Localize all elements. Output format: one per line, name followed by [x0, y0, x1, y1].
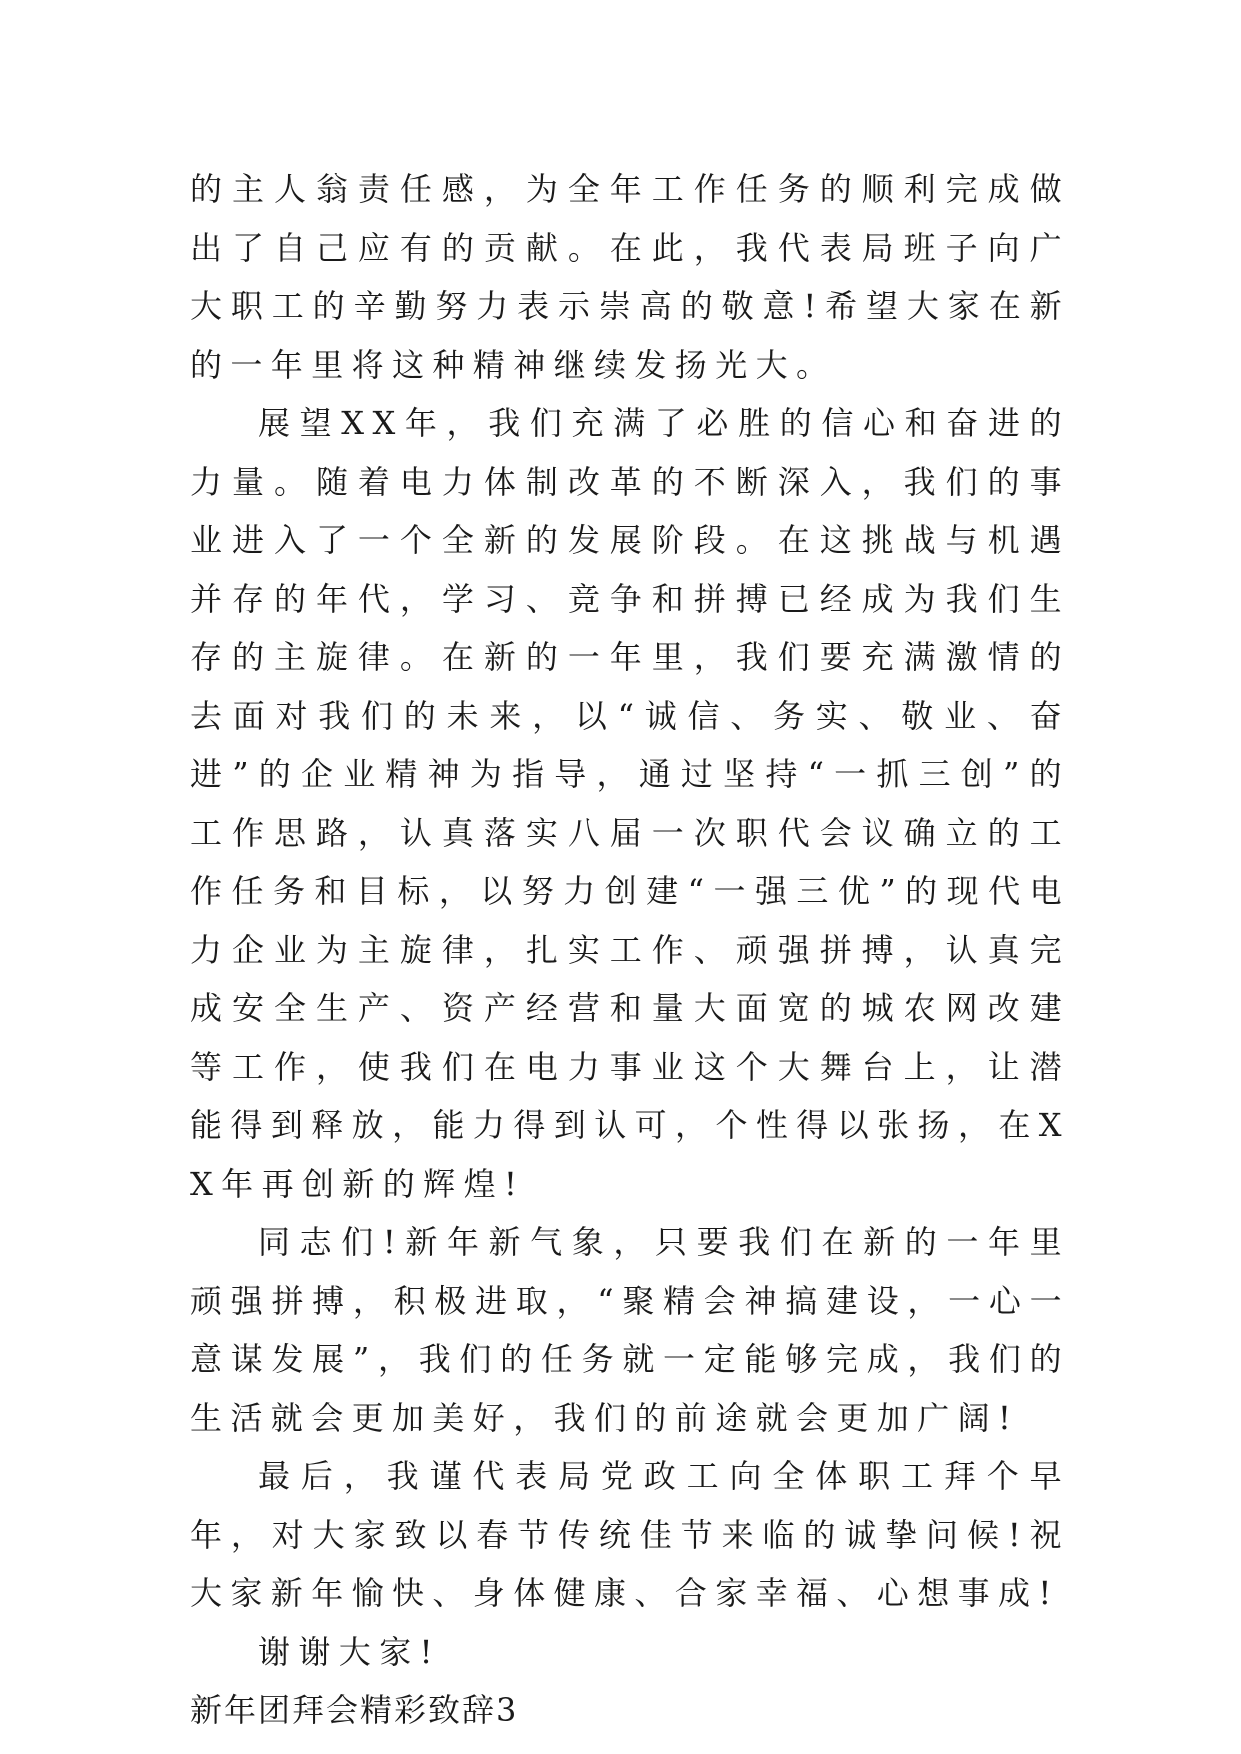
paragraph-2: 展望XX年，我们充满了必胜的信心和奋进的力量。随着电力体制改革的不断深入，我们的事业进入了一个全新的发展阶段。在这挑战与机遇并存的年代，学习、竞争和拼搏已经成为我们生存的主旋律。在新的一年里，我们要充满激情的去面对我们的未来，以“诚信、务实、敬业、奋进”的企业精神为指导，通过坚持“一抓三创”的工作思路，认真落实八届一次职代会议确立的工作任务和目标，以努力创建“一强三优”的现代电力企业为主旋律，扎实工作、顽强拼搏，认真完成安全生产、资产经营和量大面宽的城农网改建等工作，使我们在电力事业这个大舞台上，让潜能得到释放，能力得到认可，个性得以张扬，在XX年再创新的辉煌! [190, 404, 1070, 1203]
document-body [190, 160, 1070, 1740]
paragraph-5: 谢谢大家! [258, 1632, 441, 1671]
paragraph-4: 最后，我谨代表局党政工向全体职工拜个早年，对大家致以春节传统佳节来临的诚挚问候!祝大家新年愉快、身体健康、合家幸福、心想事成! [190, 1457, 1070, 1612]
paragraph-1: 的主人翁责任感，为全年工作任务的顺利完成做出了自己应有的贡献。在此，我代表局班子向广大职工的辛勤努力表示崇高的敬意!希望大家在新的一年里将这种精神继续发扬光大。 [190, 170, 1070, 384]
paragraph-3: 同志们!新年新气象，只要我们在新的一年里顽强拼搏，积极进取，“聚精会神搞建设，一心一意谋发展”，我们的任务就一定能够完成，我们的生活就会更加美好，我们的前途就会更加广阔! [190, 1223, 1070, 1437]
section-heading: 新年团拜会精彩致辞3 [190, 1691, 519, 1729]
